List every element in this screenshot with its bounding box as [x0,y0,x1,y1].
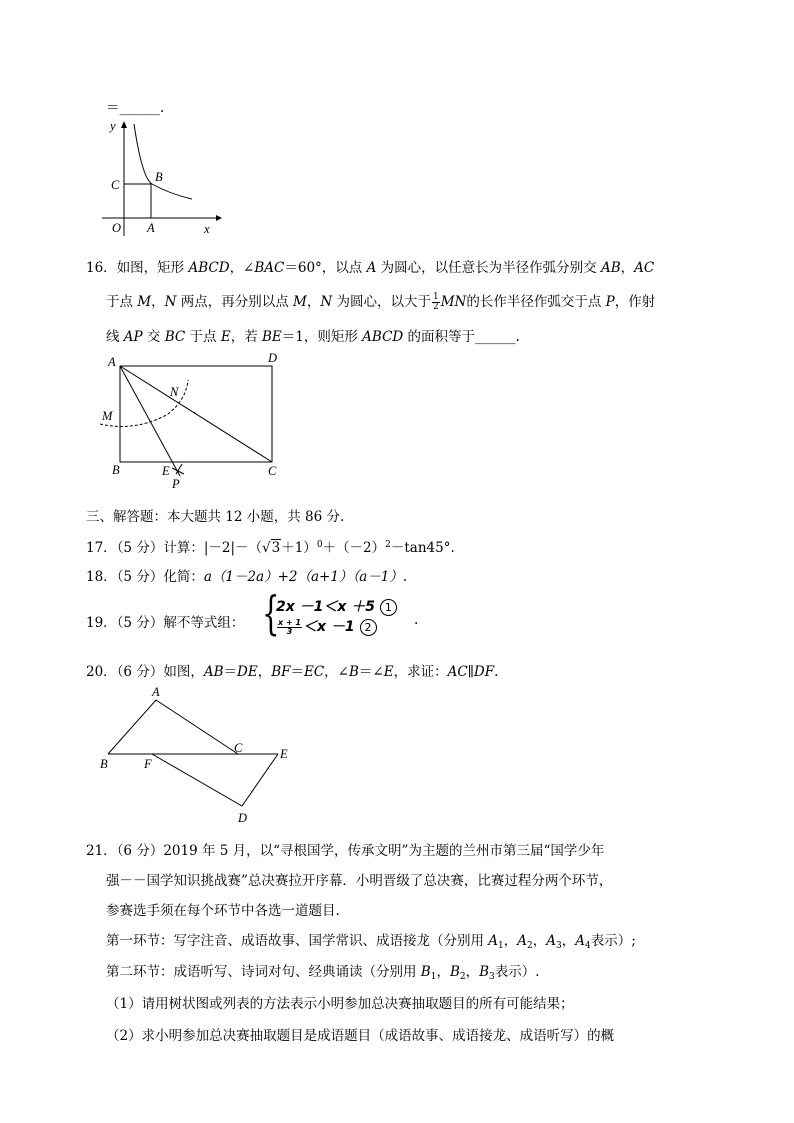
q19-frac-den: 3 [286,626,293,636]
q21-line2: 强－－国学知识挑战赛”总决赛拉开序幕．小明晋级了总决赛，比赛过程分两个环节， [106,873,613,889]
q21-part1: （1）请用树状图或列表的方法表示小明参加总决赛抽取题目的所有可能结果； [106,996,574,1012]
fig20-label-d: D [238,811,248,825]
q16-blank: ______ [475,329,516,345]
q17-text: ＋1） [281,540,317,556]
fig15-hyperbola [134,124,192,199]
q16-text: ， [620,260,635,276]
fig16-tick [194,412,196,414]
q16-frac-den: 2 [432,302,439,312]
q17-sqrt-value: 3 [271,540,281,556]
q16-var: P [605,294,615,310]
q21-text: （6 分）2019 年 5 月，以“寻根国学，传承文明”为主题的兰州市第三届“国学少年 [116,843,605,859]
q21-text: 第一环节：写字注音、成语故事、国学常识、成语接龙（分别用 [106,933,489,949]
fig20-label-c: C [234,741,243,755]
q16-var: BC [164,329,186,345]
q20-text: 如图， [163,664,204,680]
fig15-label-b: B [155,170,163,184]
q21-sub: 3 [556,941,562,951]
q21-sub: 4 [585,941,591,951]
q16-text: 为圆心，以任意长为半径作弧分别交 [376,260,601,276]
q17-points: （5 分） [116,540,164,556]
q20-var: E [383,664,394,680]
q15-blank: ______ [119,100,160,116]
fig16-label-a: A [108,355,116,369]
q16-text: ， [306,294,321,310]
fig15-graph [100,118,230,238]
q16-text: 两点，再分别以点 [176,294,294,310]
q19-inequality-system [262,586,432,642]
q16-line3 [106,325,520,345]
q17-exponent: 0 [316,540,323,550]
q19-circled-1: 1 [380,599,397,616]
q21-var: B [420,964,431,980]
q16-text: 于点 [106,294,138,310]
q19-circled-2: 2 [360,619,377,636]
q21-part2: （2）求小明参加总决赛抽取题目是成语题目（成语故事、成语接龙、成语听写）的概 [106,1028,615,1044]
q16-var: BE [262,329,282,345]
q16-fraction [432,293,440,312]
q19-fraction [277,619,302,636]
q21-line4: 第一环节：写字注音、成语故事、国学常识、成语接龙（分别用 $A_1$，$A_2$，$A_3$，$A_4$表示）; [106,933,636,951]
q21-line5: 第二环节：成语听写、诗词对句、经典诵读（分别用 $B_1$，$B_2$，$B_3$表示）. [106,964,540,982]
q19-row1 [276,596,397,616]
q21-sub: 3 [489,972,495,982]
q16-text: 为圆心，以大于 [332,294,431,310]
q19-text: 解不等式组： [163,615,245,631]
fig16-label-d: D [268,351,278,365]
q16-text: ， [151,294,165,310]
q15-answer-line [106,96,164,116]
fig16-label-c: C [268,464,277,478]
q20-text: ，求证： [393,664,448,680]
q17-number: 17． [86,540,117,556]
q20-var: DE [237,664,258,680]
q16-line2 [106,290,655,312]
q16-var: AB [600,260,621,276]
q20-text: ＝ [223,664,237,680]
q15-equals: ＝ [106,100,120,116]
q19-period: . [414,612,419,628]
fig16-label-e: E [162,464,170,478]
fig15-label-a: A [147,221,155,235]
q20-var: AC [447,664,468,680]
q17-text: －tan45°. [390,540,455,556]
q18-points: （5 分） [116,569,164,585]
q19-row1-text: 2x －1＜x ＋5 [276,599,376,615]
q16-text: 于点 [185,329,221,345]
q16-text: . [515,329,520,345]
q19-row2 [276,616,377,636]
fig15-label-x: x [204,222,210,236]
q21-var: B [449,964,460,980]
q18 [86,565,407,585]
q21-var: A [575,933,585,949]
q21-var: B [479,964,490,980]
q16-var: N [164,294,177,310]
q16-text: ＝1，则矩形 [281,329,363,345]
q16-text: 线 [106,329,124,345]
fig15-label-y: y [110,119,116,133]
q16-text: ，∠ [229,260,255,276]
q21-number: 21． [86,843,117,859]
q17-sqrt-sign: √ [262,540,271,556]
q16-text: 如图，矩形 [116,260,189,276]
q19-points: （5 分） [116,615,164,631]
q16-text: ，作射 [614,294,656,310]
q16-text: 的面积等于 [403,329,476,345]
fig20-label-e: E [280,747,288,761]
q17-text: 计算：|－2|－（ [163,540,263,556]
q21-line3: 参赛选手须在每个环节中各选一道题目. [106,903,340,919]
fig20-label-b: B [100,757,108,771]
q20-parallel: ∥ [467,664,474,680]
fig16-label-p: P [172,477,180,491]
q20-text: ＝∠ [358,664,384,680]
q19-row2-text: ＜x －1 [303,619,355,635]
fig15-y-arrow [121,121,127,128]
q21-text: 第二环节：成语听写、诗词对句、经典诵读（分别用 [106,964,421,980]
q21-line1 [86,839,604,859]
q16-var: AC [634,260,655,276]
q18-expression: a（1－2a）+2（a+1）（a－1）. [203,569,408,585]
q16-text: ，若 [230,329,262,345]
q21-text: 表示）; [590,933,636,949]
q17 [86,536,455,556]
fig16-rectangle-diagram [96,348,296,494]
q16-var: M [137,294,152,310]
q16-var: BAC [254,260,285,276]
fig20-triangle-def [152,754,278,806]
q20-var: DF [473,664,495,680]
q16-var: ABCD [188,260,230,276]
q19-frac-num: x + 1 [278,617,301,627]
q16-var: MN [440,294,467,310]
fig16-label-n: N [170,385,179,399]
q16-var: N [320,294,333,310]
q18-text: 化简： [163,569,204,585]
q21-sub: 1 [498,941,504,951]
q21-var: A [488,933,499,949]
fig20-triangles-diagram [96,682,306,828]
q16-frac-num: 1 [432,292,439,302]
fig15-label-c: C [111,178,120,192]
q20 [86,660,498,680]
q20-var: BF [271,664,291,680]
q16-var: A [366,260,377,276]
q16-var: ABCD [362,329,404,345]
fig20-triangle-abc [108,700,238,754]
q16-var: M [293,294,307,310]
q16-number: 16． [86,260,117,276]
fig20-label-a: A [152,685,160,699]
q21-sub: 2 [527,941,533,951]
q17-text: ＋（－2） [322,540,386,556]
q21-sub: 2 [459,972,466,982]
fig16-label-b: B [112,463,120,477]
fig15-rectangle [124,184,151,218]
q16-var: AP [123,329,143,345]
q16-var: E [220,329,231,345]
q20-text: ＝ [290,664,304,680]
q20-points: （6 分） [116,664,164,680]
q16-text: 的长作半径作弧交于点 [466,294,606,310]
q21-var: A [517,933,528,949]
q19-brace: { [262,586,280,640]
q19-number: 19． [86,615,117,631]
q15-period: . [160,100,165,116]
fig15-label-o: O [112,221,122,235]
fig20-label-f: F [144,757,152,771]
q20-text: . [494,664,499,680]
q18-number: 18． [86,569,117,585]
q16-text: ＝60°，以点 [284,260,367,276]
q20-text: ，∠ [324,664,349,680]
fig16-ray-ap [120,366,180,476]
q20-number: 20． [86,664,117,680]
q17-exponent: 2 [385,540,391,550]
q20-var: AB [203,664,224,680]
q16-line1 [86,256,654,276]
q16-text: 交 [142,329,165,345]
q21-var: A [546,933,557,949]
q20-var: B [348,664,359,680]
q21-sub: 1 [430,972,437,982]
fig15-x-arrow [216,215,222,221]
fig16-label-m: M [102,409,113,423]
q19-label [86,611,244,631]
q20-var: EC [303,664,325,680]
q21-text: 表示）. [494,964,540,980]
section-3-heading: 三、解答题：本大题共 12 小题，共 86 分. [86,509,345,525]
q20-text: ， [257,664,272,680]
